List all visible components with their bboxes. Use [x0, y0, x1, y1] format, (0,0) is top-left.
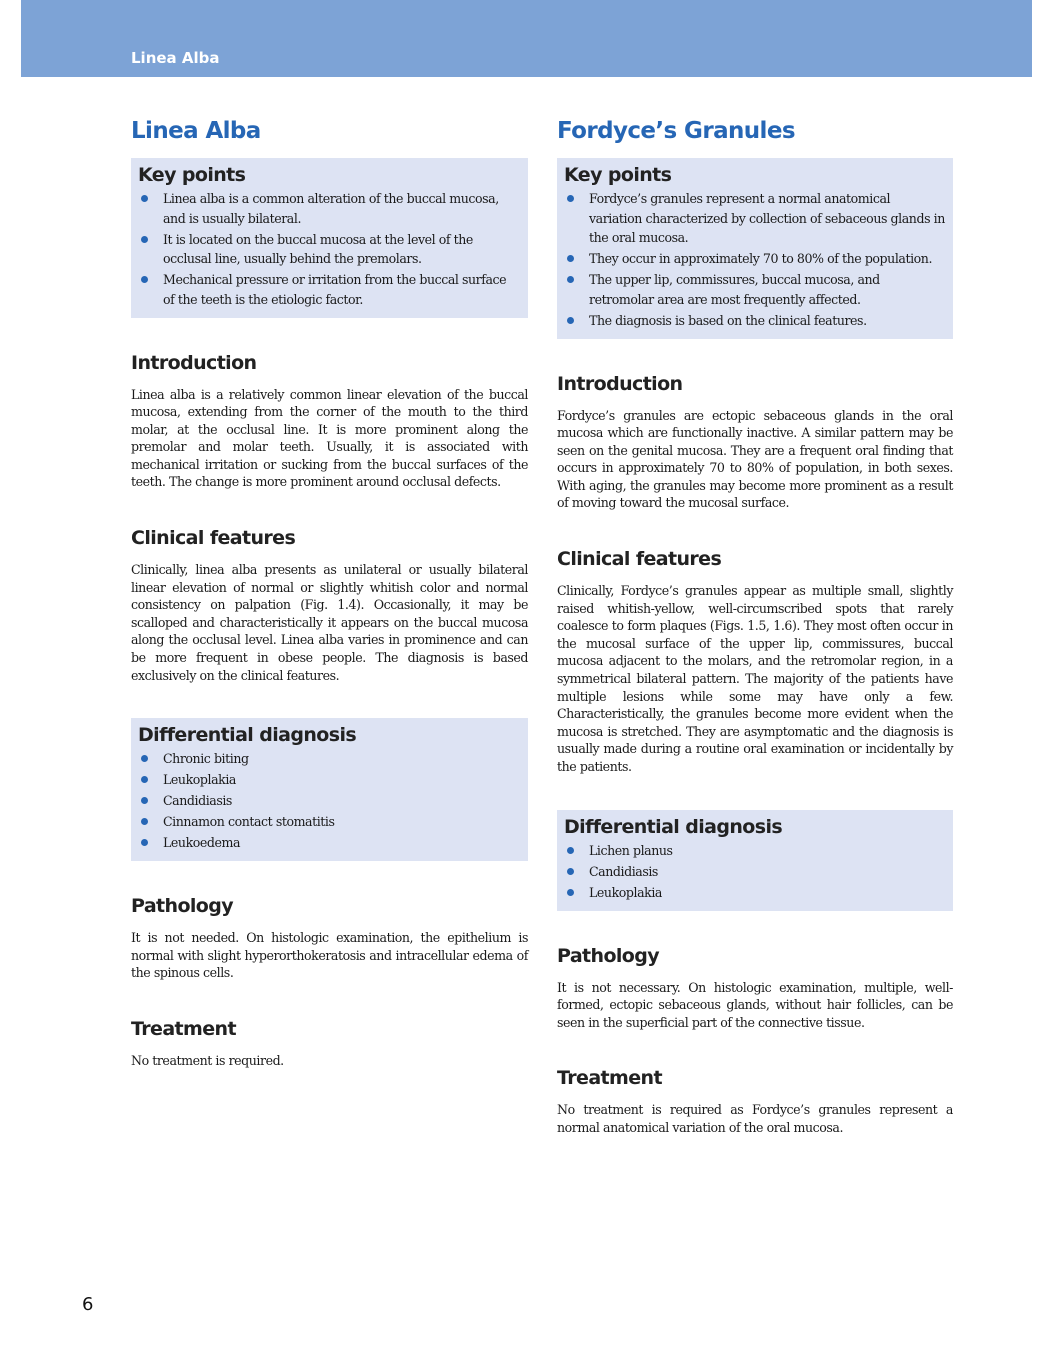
list-item: Cinnamon contact stomatitis — [138, 812, 520, 832]
clinical-features-text: Clinically, linea alba presents as unilateral or usually bilateral linear elevation of normal or slightly whitish color and normal consistency on palpation (Fig. 1.4). Occasionally, it may be scalloped and characteristically it appears on the buccal mucosa along the occlusal level. Linea alba varies in prominence and can be more frequent in obese people. The diagnosis is based exclusively on the clinical features. — [131, 562, 528, 683]
bullet-icon — [141, 839, 148, 846]
list-item: It is located on the buccal mucosa at the level of the occlusal line, usually behind the premolars. — [138, 230, 520, 269]
list-item: Candidiasis — [564, 862, 945, 882]
bullet-icon — [141, 236, 148, 243]
bullet-icon — [141, 755, 148, 762]
clinical-features-heading: Clinical features — [131, 527, 296, 550]
bullet-icon — [141, 276, 148, 283]
pathology-heading: Pathology — [557, 944, 660, 967]
introduction-text: Fordyce’s granules are ectopic sebaceous glands in the oral mucosa which are functionally inactive. A similar pattern may be seen on the genital mucosa. They are a frequent oral finding that occurs in approximately 70 to 80% of population, in both sexes. With aging, the granules may become more prominent as a result of moving toward the mucosal surface. — [557, 407, 953, 511]
introduction-heading: Introduction — [131, 351, 257, 374]
pathology-heading: Pathology — [131, 895, 234, 918]
list-item: Lichen planus — [564, 841, 945, 861]
differential-diagnosis-box — [131, 718, 528, 861]
list-item: Fordyce’s granules represent a normal anatomical variation characterized by collection of sebaceous glands in the oral mucosa. — [564, 189, 945, 248]
list-item: Leukoplakia — [138, 770, 520, 790]
bullet-icon — [567, 317, 574, 324]
differential-diagnosis-heading: Differential diagnosis — [564, 815, 783, 838]
bullet-icon — [567, 868, 574, 875]
treatment-heading: Treatment — [557, 1067, 662, 1090]
key-points-list — [564, 189, 945, 330]
left-column — [131, 116, 528, 1104]
differential-diagnosis-list — [564, 841, 945, 903]
differential-diagnosis-heading: Differential diagnosis — [138, 724, 357, 747]
bullet-icon — [141, 818, 148, 825]
running-header-title: Linea Alba — [131, 49, 220, 67]
clinical-features-text: Clinically, Fordyce’s granules appear as multiple small, slightly raised whitish-yellow, well-circumscribed spots that rarely coalesce to form plaques (Figs. 1.5, 1.6). They most often occur in the mucosal surface of the upper lip, commissures, buccal mucosa adjacent to the molars, and the retromolar region, in a symmetrical bilateral pattern. The majority of the patients have multiple lesions while some may have only a few. Characteristically, the granules become more evident when the mucosa is stretched. They are asymptomatic and the diagnosis is usually made during a routine oral examination or incidentally by the patients. — [557, 583, 953, 774]
key-points-heading: Key points — [138, 164, 246, 186]
list-item: The upper lip, commissures, buccal mucosa, and retromolar area are most frequently affected. — [564, 270, 945, 309]
treatment-heading: Treatment — [131, 1018, 236, 1040]
list-item: Linea alba is a common alteration of the buccal mucosa, and is usually bilateral. — [138, 189, 520, 228]
bullet-icon — [567, 889, 574, 896]
topic-title-linea-alba: Linea Alba — [131, 118, 261, 144]
list-item: Candidiasis — [138, 791, 520, 811]
introduction-heading: Introduction — [557, 372, 683, 395]
list-item: The diagnosis is based on the clinical features. — [564, 311, 945, 331]
key-points-list — [138, 189, 520, 309]
bullet-icon — [567, 255, 574, 262]
bullet-icon — [567, 847, 574, 854]
page-number: 6 — [82, 1294, 94, 1315]
key-points-box — [131, 158, 528, 318]
bullet-icon — [141, 776, 148, 783]
list-item: Leukoplakia — [564, 883, 945, 903]
pathology-text: It is not necessary. On histologic examination, multiple, well-formed, ectopic sebaceous glands, without hair follicles, can be seen in the superficial part of the connective tissue. — [557, 979, 953, 1030]
differential-diagnosis-list — [138, 749, 520, 853]
topic-title-fordyces-granules: Fordyce’s Granules — [557, 118, 795, 144]
differential-diagnosis-box — [557, 810, 953, 911]
key-points-heading: Key points — [564, 164, 672, 186]
key-points-box — [557, 158, 953, 339]
right-column — [557, 116, 953, 1171]
pathology-text: It is not needed. On histologic examination, the epithelium is normal with slight hyperorthokeratosis and intracellular edema of the spinous cells. — [131, 930, 528, 981]
list-item: Chronic biting — [138, 749, 520, 769]
bullet-icon — [567, 276, 574, 283]
list-item: They occur in approximately 70 to 80% of the population. — [564, 249, 945, 269]
bullet-icon — [567, 195, 574, 202]
clinical-features-heading: Clinical features — [557, 548, 722, 571]
bullet-icon — [141, 195, 148, 202]
bullet-icon — [141, 797, 148, 804]
list-item: Leukoedema — [138, 833, 520, 853]
introduction-text: Linea alba is a relatively common linear elevation of the buccal mucosa, extending from the corner of the mouth to the third molar, at the occlusal line. It is more prominent along the premolar and molar teeth. Usually, it is associated with mechanical irritation or sucking from the buccal surfaces of the teeth. The change is more prominent around occlusal defects. — [131, 386, 528, 490]
treatment-text: No treatment is required as Fordyce’s granules represent a normal anatomical variation of the oral mucosa. — [557, 1102, 953, 1135]
treatment-text: No treatment is required. — [131, 1053, 284, 1068]
list-item: Mechanical pressure or irritation from the buccal surface of the teeth is the etiologic factor. — [138, 270, 520, 309]
